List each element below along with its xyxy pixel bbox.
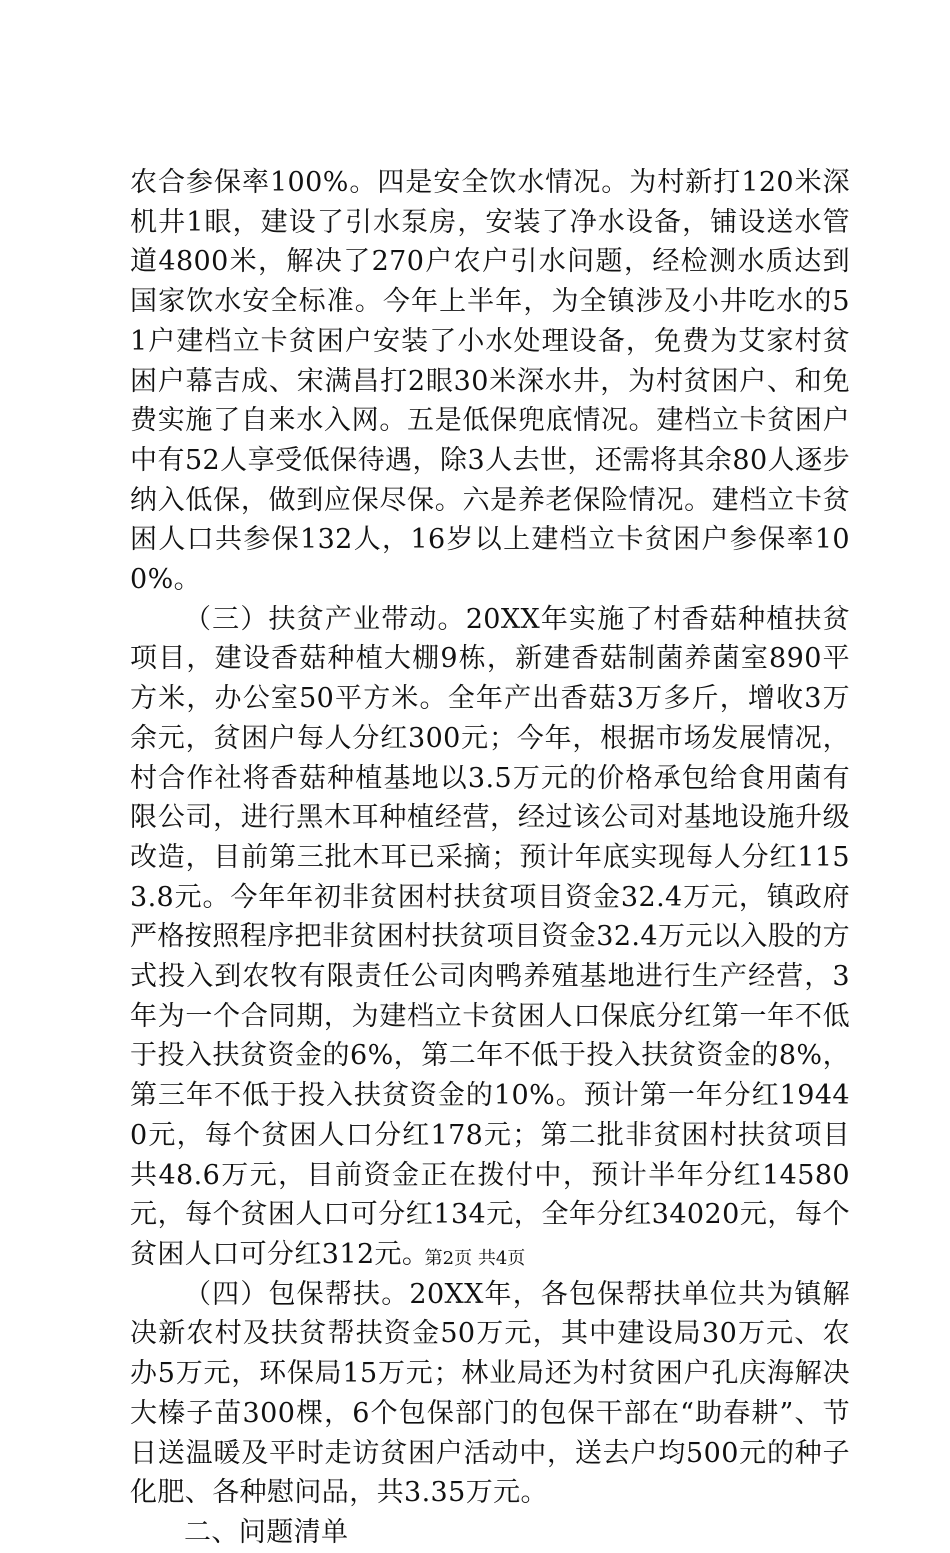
document-body (130, 163, 850, 1553)
paragraph-health-water-subsistence: 农合参保率100%。四是安全饮水情况。为村新打120米深机井1眼，建设了引水泵房，安装了净水设备，铺设送水管道4800米，解决了270户农户引水问题，经检测水质达到国家饮水安全标准。今年上半年，为全镇涉及小井吃水的51户建档立卡贫困户安装了小水处理设备，免费为艾家村贫困户幕吉成、宋满昌打2眼30米深水井，为村贫困户、和免费实施了自来水入网。五是低保兜底情况。建档立卡贫困户中有52人享受低保待遇，除3人去世，还需将其余80人逐步纳入低保，做到应保尽保。六是养老保险情况。建档立卡贫困人口共参保132人，16岁以上建档立卡贫困户参保率100%。 (130, 167, 850, 596)
paragraph-assistance-support: （四）包保帮扶。20XX年，各包保帮扶单位共为镇解决新农村及扶贫帮扶资金50万元，其中建设局30万元、农办5万元，环保局15万元；林业局还为村贫困户孔庆海解决大榛子苗300棵，6个包保部门的包保干部在“助春耕”、节日送温暖及平时走访贫困户活动中，送去户均500元的种子化肥、各种慰问品，共3.35万元。 (130, 1278, 850, 1509)
paragraph-poverty-industry: （三）扶贫产业带动。20XX年实施了村香菇种植扶贫项目，建设香菇种植大棚9栋，新建香菇制菌养菌室890平方米，办公室50平方米。全年产出香菇3万多斤，增收3万余元，贫困户每人分红300元；今年，根据市场发展情况，村合作社将香菇种植基地以3.5万元的价格承包给食用菌有限公司，进行黑木耳种植经营，经过该公司对基地设施升级改造，目前第三批木耳已采摘；预计年底实现每人分红1153.8元。今年年初非贫困村扶贫项目资金32.4万元，镇政府严格按照程序把非贫困村扶贫项目资金32.4万元以入股的方式投入到农牧有限责任公司肉鸭养殖基地进行生产经营，3年为一个合同期，为建档立卡贫困人口保底分红第一年不低于投入扶贫资金的6%，第二年不低于投入扶贫资金的8%，第三年不低于投入扶贫资金的10%。预计第一年分红19440元，每个贫困人口分红178元；第二批非贫困村扶贫项目共48.6万元，目前资金正在拨付中，预计半年分红14580元，每个贫困人口可分红134元，全年分红34020元，每个贫困人口可分红312元。 (130, 603, 850, 1270)
page-footer: 第2页 共4页 (424, 1248, 526, 1269)
section-heading-problem-list: 二、问题清单 (184, 1516, 349, 1548)
